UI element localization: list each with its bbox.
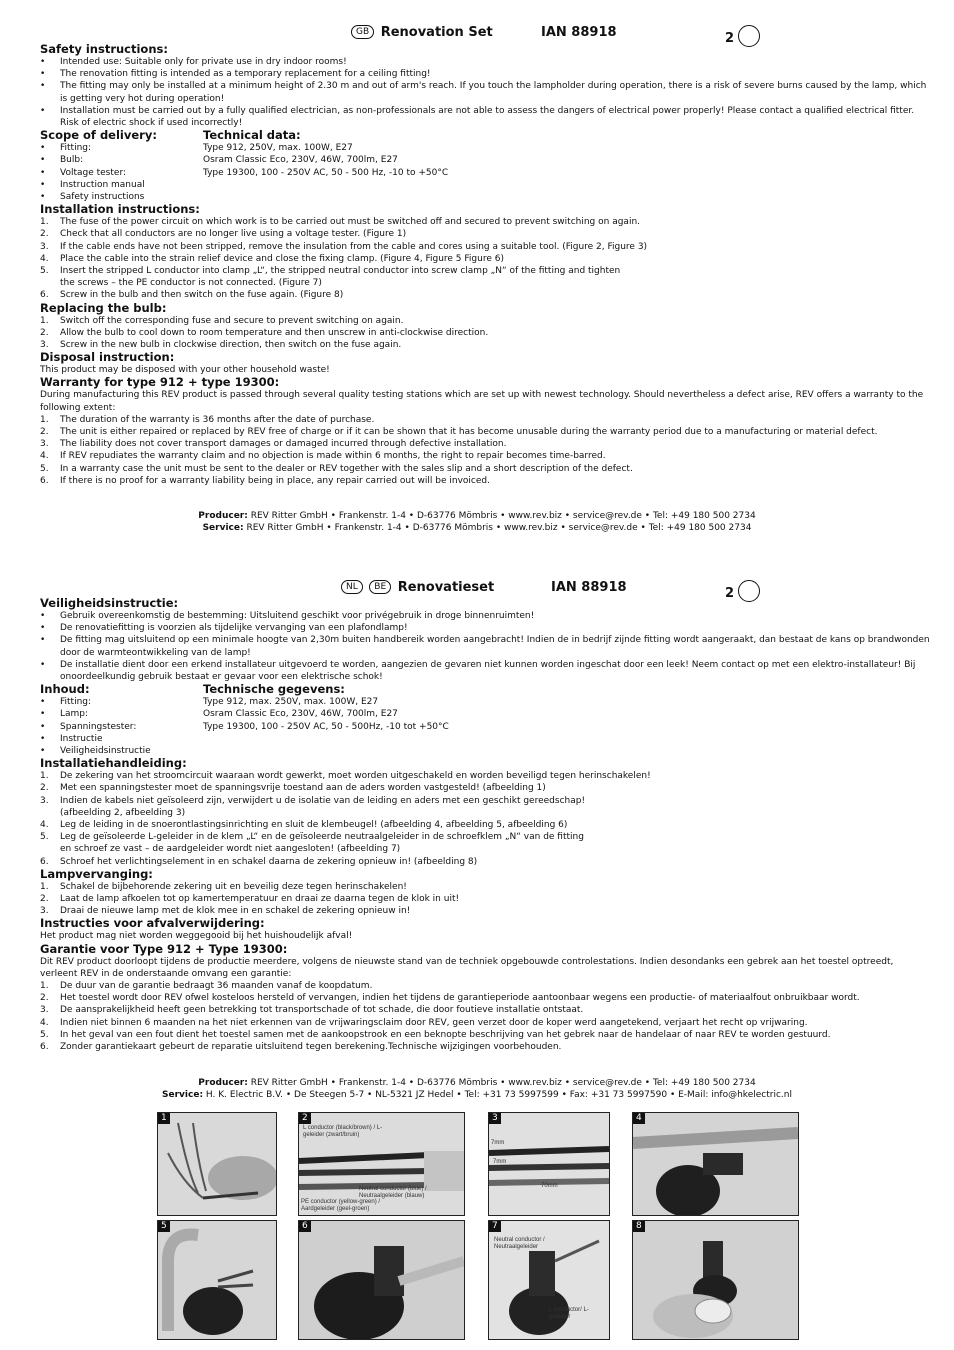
figure-6-illustration	[299, 1221, 464, 1339]
list-item: 1. Schakel de bijbehorende zekering uit en beveilig deze tegen herinschakelen!	[40, 881, 407, 892]
table-row: • Safety instructions	[40, 192, 145, 203]
figure-number: 1	[158, 1113, 170, 1124]
nl-warranty-heading: Garantie voor Type 912 + Type 19300:	[40, 941, 288, 956]
list-item: • De renovatiefitting is voorzien als tijdelijke vervanging van een plafondlamp!	[40, 623, 408, 634]
figure-number: 6	[299, 1221, 311, 1232]
list-item: 1. De duur van de garantie bedraagt 36 maanden vanaf de koopdatum.	[40, 981, 373, 992]
gb-ian: IAN 88918	[541, 25, 617, 40]
list-item: 6. Screw in the bulb and then switch on the fuse again. (Figure 8)	[40, 290, 344, 301]
list-item: 3. Screw in the new bulb in clockwise direction, then switch on the fuse again.	[40, 340, 402, 351]
list-item: 5. Leg de geïsoleerde L-geleider in de klem „L“ en de geïsoleerde neutraalgeleider in de schroefklem „N“ van de fitting en schroef ze vast – de aardgeleider wordt niet aangesloten! (afbeelding 7)	[40, 832, 584, 855]
gb-disposal-heading: Disposal instruction:	[40, 350, 175, 365]
gb-warranty-intro: During manufacturing this REV product is passed through several quality testing stations which are set up with newest technology. Should nevertheless a defect arise, REV offers a warranty to the following extent:	[40, 390, 924, 413]
list-item: • De fitting mag uitsluitend op een minimale hoogte van 2,30m buiten handbereik worden aangebracht! Indien de in bedrijf zijnde fitting wordt aangeraakt, dan bestaat de kans op brandwonden door de warmteontwikkeling van de lamp!	[40, 635, 930, 658]
nl-service-line: Service: H. K. Electric B.V. • De Steegen 5-7 • NL-5321 JZ Hedel • Tel: +31 73 5997599 • Fax: +31 73 5997590 • E-Mail: info@hkelectric.nl	[162, 1090, 792, 1101]
gb-page-number: 2	[725, 25, 760, 47]
figure-3	[488, 1112, 610, 1216]
figure-label: 7mm	[493, 1159, 507, 1165]
list-item: 5. In het geval van een fout dient het toestel samen met de aankoopstrook en een beknopte beschrijving van het gebrek naar de handelaar of naar REV te worden gestuurd.	[40, 1029, 831, 1040]
nl-disposal-text: Het product mag niet worden weggegooid bij het huishoudelijk afval!	[40, 931, 353, 942]
table-row: • Voltage tester: Type 19300, 100 - 250V AC, 50 - 500 Hz, -10 to +50°C	[40, 167, 449, 178]
figure-number: 7	[489, 1221, 501, 1232]
figure-4-illustration	[633, 1113, 798, 1215]
figure-1-illustration	[158, 1113, 276, 1215]
figure-label: L conductor/ L-geleider	[549, 1307, 589, 1320]
gb-disposal-text: This product may be disposed with your other household waste!	[40, 365, 330, 376]
list-item: 4. Place the cable into the strain relief device and close the fixing clamp. (Figure 4, Figure 5 Figure 6)	[40, 253, 504, 264]
gb-warranty-heading: Warranty for type 912 + type 19300:	[40, 375, 280, 390]
table-row: • Instruction manual	[40, 179, 145, 190]
gb-install-heading: Installation instructions:	[40, 202, 200, 217]
figure-8	[632, 1220, 799, 1340]
figure-3-illustration	[489, 1113, 609, 1215]
figure-number: 3	[489, 1113, 501, 1124]
figure-label: 7mm	[491, 1140, 505, 1146]
table-row: • Spanningstester: Type 19300, 100 - 250V AC, 50 - 500Hz, -10 tot +50°C	[40, 721, 449, 732]
list-item: 1. Switch off the corresponding fuse and secure to prevent switching on again.	[40, 315, 404, 326]
table-row: • Lamp: Osram Classic Eco, 230V, 46W, 700lm, E27	[40, 709, 398, 720]
list-item: 4. Leg de leiding in de snoerontlastingsinrichting en sluit de klembeugel! (afbeelding 4, afbeelding 5, afbeelding 6)	[40, 820, 568, 831]
figure-number: 2	[299, 1113, 311, 1124]
nl-page-number: 2	[725, 580, 760, 602]
nl-install-heading: Installatiehandleiding:	[40, 756, 187, 771]
nl-ian: IAN 88918	[551, 580, 627, 595]
list-item: • Intended use: Suitable only for private use in dry indoor rooms!	[40, 57, 347, 67]
nl-replace-list	[40, 881, 930, 918]
gb-tech-heading: Technical data:	[203, 128, 301, 143]
figure-label: L conductor (black/brown) / L-geleider (zwart/bruin)	[303, 1125, 383, 1138]
gb-scope-heading: Scope of delivery:	[40, 128, 157, 143]
figure-8-illustration	[633, 1221, 798, 1339]
figure-5	[157, 1220, 277, 1340]
gb-content	[40, 43, 930, 487]
list-item: • The renovation fitting is intended as a temporary replacement for a ceiling fitting!	[40, 69, 431, 80]
figure-label: Neutral conductor (blue) / Neutraalgeleider (blauw)	[359, 1186, 427, 1199]
list-item: 6. If there is no proof for a warranty liability being in place, any repair carried out will be invoiced.	[40, 475, 490, 486]
gb-warranty-list	[40, 414, 930, 487]
list-item: 2. Allow the bulb to cool down to room temperature and then unscrew in anti-clockwise direction.	[40, 327, 489, 338]
list-item: 6. Zonder garantiekaart gebeurt de reparatie uitsluitend tegen berekening.Technische wijzigingen voorbehouden.	[40, 1042, 562, 1053]
figure-number: 8	[633, 1221, 645, 1232]
list-item: 3. Indien de kabels niet geïsoleerd zijn, verwijdert u de isolatie van de leiding en aders met een geschikt gereedschap! (afbeelding 2, afbeelding 3)	[40, 795, 586, 818]
figure-label: PE conductor (yellow-green) / Aardgeleider (geel-groen)	[301, 1199, 381, 1212]
list-item: • De installatie dient door een erkend installateur uitgevoerd te worden, aangezien de gevaren niet kunnen worden ingeschat door een leek! Neem contact op met een elektro-installateur! Bij onoordeelkundig gebruik bestaat er gevaar voor een elektrische schok!	[40, 659, 916, 683]
table-row: • Fitting: Type 912, 250V, max. 100W, E27	[40, 143, 353, 154]
list-item: 2. Laat de lamp afkoelen tot op kamertemperatuur en draai ze daarna tegen de klok in uit!	[40, 894, 460, 905]
list-item: • Gebruik overeenkomstig de bestemming: Uitsluitend geschikt voor privégebruik in droge binnenruimten!	[40, 611, 535, 621]
table-row: • Instructie	[40, 733, 103, 744]
figure-number: 5	[158, 1221, 170, 1232]
figure-number: 4	[633, 1113, 645, 1124]
nl-scope-heading: Inhoud:	[40, 682, 90, 697]
nl-replace-heading: Lampvervanging:	[40, 866, 153, 881]
figure-4	[632, 1112, 799, 1216]
figure-7	[488, 1220, 610, 1340]
list-item: 3. De aansprakelijkheid heeft geen betrekking tot transportschade of tot schade, die door foutieve installatie ontstaat.	[40, 1005, 584, 1016]
list-item: 4. If REV repudiates the warranty claim and no objection is made within 6 months, the right to repair becomes time-barred.	[40, 451, 606, 462]
gb-safety-heading: Safety instructions:	[40, 42, 168, 56]
table-row: • Veiligheidsinstructie	[40, 746, 151, 757]
nl-safety-list	[40, 610, 930, 683]
list-item: 5. Insert the stripped L conductor into clamp „L“, the stripped neutral conductor into screw clamp „N“ of the fitting and tighten the screws – the PE conductor is not connected. (Figure 7)	[40, 266, 621, 289]
nl-scope-headings	[40, 683, 930, 696]
lang-badge-gb: GB	[351, 25, 374, 39]
nl-safety-heading: Veiligheidsinstructie:	[40, 596, 179, 610]
list-item: 4. Indien niet binnen 6 maanden na het niet erkennen van de vrijwaringsclaim door REV, geen verzet door de koper werd aangetekend, verjaart het recht op vrijwaring.	[40, 1017, 808, 1028]
nl-contact-footer	[0, 1077, 954, 1101]
list-item: 2. Check that all conductors are no longer live using a voltage tester. (Figure 1)	[40, 229, 407, 240]
nl-producer-line: Producer: REV Ritter GmbH • Frankenstr. 1-4 • D-63776 Mömbris • www.rev.biz • service@rev.de • Tel: +49 180 500 2734	[198, 1078, 756, 1088]
gb-contact-footer	[0, 510, 954, 534]
list-item: 5. In a warranty case the unit must be sent to the dealer or REV together with the sales slip and a short description of the defect.	[40, 463, 633, 474]
gb-service-line: Service: REV Ritter GmbH • Frankenstr. 1-4 • D-63776 Mömbris • www.rev.biz • service@rev.de • Tel: +49 180 500 2734	[202, 523, 752, 534]
nl-warranty-list	[40, 980, 930, 1053]
list-item: 1. The fuse of the power circuit on which work is to be carried out must be switched off and secured to prevent switching on again.	[40, 217, 641, 228]
list-item: 1. The duration of the warranty is 36 months after the date of purchase.	[40, 414, 375, 425]
gb-replace-list	[40, 315, 930, 352]
gb-scope-headings	[40, 129, 930, 142]
table-row: • Fitting: Type 912, max. 250V, max. 100W, E27	[40, 697, 379, 708]
list-item: 3. Draai de nieuwe lamp met de klok mee in en schakel de zekering opnieuw in!	[40, 906, 411, 917]
figure-2	[298, 1112, 465, 1216]
list-item: 1. De zekering van het stroomcircuit waaraan wordt gewerkt, moet worden uitgeschakeld en worden beveiligd tegen herinschakelen!	[40, 771, 651, 782]
nl-content	[40, 597, 930, 1053]
table-row: • Bulb: Osram Classic Eco, 230V, 46W, 700lm, E27	[40, 155, 398, 166]
list-item: • The fitting may only be installed at a minimum height of 2.30 m and out of arm's reach. If you touch the lampholder during operation, there is a risk of severe burns caused by the lamp, which is getting very hot during operation!	[40, 81, 927, 104]
gb-header	[351, 25, 771, 46]
nl-title: Renovatieset	[397, 580, 495, 595]
nl-header	[341, 580, 771, 601]
figure-1	[157, 1112, 277, 1216]
nl-install-list	[40, 770, 930, 868]
list-item: 3. If the cable ends have not been stripped, remove the insulation from the cable and cores using a suitable tool. (Figure 2, Figure 3)	[40, 241, 648, 252]
gb-title: Renovation Set	[380, 25, 493, 40]
figure-label: 70mm	[541, 1183, 558, 1189]
list-item: • Installation must be carried out by a fully qualified electrician, as non-professionals are not able to assess the dangers of electrical power properly! Please contact a qualified electrical fitter. Risk of electric shock if used incorrectly!	[40, 105, 915, 129]
list-item: 2. Het toestel wordt door REV ofwel kosteloos hersteld of vervangen, indien het tijdens de garantieperiode aantoonbaar wegens een productie- of materiaalfout onbruikbaar wordt.	[40, 993, 860, 1004]
figure-5-illustration	[158, 1221, 276, 1339]
gb-safety-list	[40, 56, 930, 129]
lang-badge-nl: NL	[341, 580, 363, 594]
figure-label: Neutral conductor / Neutraalgeleider	[494, 1237, 545, 1250]
gb-install-list	[40, 216, 930, 301]
gb-replace-heading: Replacing the bulb:	[40, 300, 167, 315]
gb-producer-line: Producer: REV Ritter GmbH • Frankenstr. 1-4 • D-63776 Mömbris • www.rev.biz • service@rev.de • Tel: +49 180 500 2734	[198, 511, 756, 521]
nl-tech-heading: Technische gegevens:	[203, 682, 345, 697]
nl-disposal-heading: Instructies voor afvalverwijdering:	[40, 916, 265, 931]
list-item: 2. The unit is either repaired or replaced by REV free of charge or if it can be shown that it has become unusable during the warranty period due to a manufacturing or material defect.	[40, 427, 878, 438]
list-item: 6. Schroef het verlichtingselement in en schakel daarna de zekering opnieuw in! (afbeelding 8)	[40, 856, 478, 867]
list-item: 3. The liability does not cover transport damages or damaged incurred through defective installation.	[40, 439, 507, 450]
list-item: 2. Met een spanningstester moet de spanningsvrije toestand aan de aders worden vastgesteld! (afbeelding 1)	[40, 783, 546, 794]
figure-6	[298, 1220, 465, 1340]
nl-warranty-intro: Dit REV product doorloopt tijdens de productie meerdere, volgens de nieuwste stand van de techniek opgebouwde controlestations. Indien desondanks een gebrek aan het toestel optreedt, verleent REV in de onderstaande omvang een garantie:	[40, 956, 894, 979]
lang-badge-be: BE	[369, 580, 391, 594]
